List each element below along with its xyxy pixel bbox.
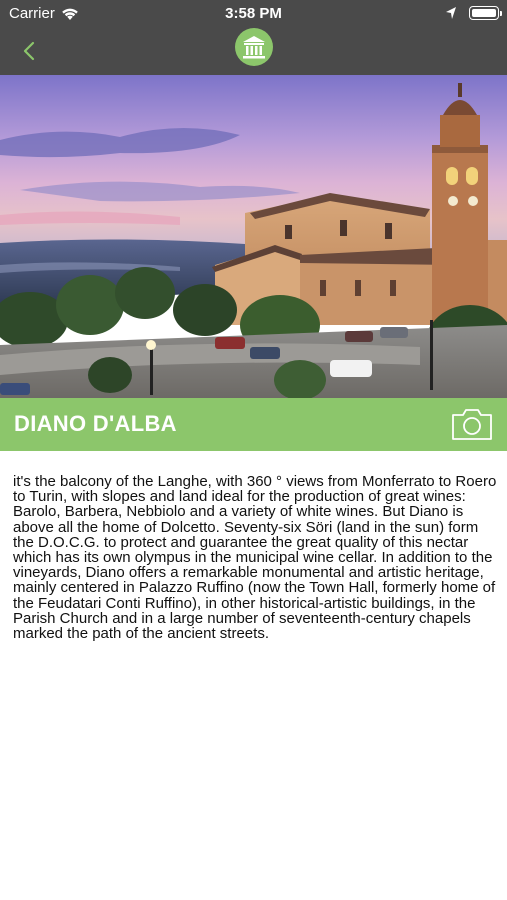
museum-logo <box>235 28 273 66</box>
place-description: it's the balcony of the Langhe, with 360 ° views from Monferrato to Roero to Turin, with slopes and land ideal for the production of great wines: Barolo, Barbera, Nebbiolo and a variety of white wines. But Diano is above all the home of Dolcetto. Seventy-six Söri (land in the sun) form the D.O.C.G. to protect and guarantee the great quality of this nectar which has its own olympus in the municipal wine cellar. In addition to the vineyards, Diano offers a remarkable monumental and artistic heritage, mainly centered in Palazzo Ruffino (now the Town Hall, formerly home of the Feudatari Conti Ruffino), in other historical-artistic buildings, in the Parish Church and in a large number of seventeenth-century chapels marked the path of the ancient streets. <box>13 473 497 643</box>
camera-button[interactable] <box>450 406 494 442</box>
status-right-group <box>445 6 499 20</box>
church-photo <box>0 75 507 398</box>
title-bar <box>0 398 507 451</box>
battery-icon <box>469 6 499 20</box>
hero-photo <box>0 75 507 398</box>
nav-bar <box>0 28 507 75</box>
location-arrow-icon <box>445 6 457 20</box>
status-bar <box>0 0 507 28</box>
museum-icon <box>241 34 267 60</box>
status-time: 3:58 PM <box>225 5 282 22</box>
chevron-left-icon <box>22 41 36 61</box>
carrier-label: Carrier <box>9 5 55 22</box>
camera-icon <box>450 406 494 442</box>
back-button[interactable] <box>14 36 44 66</box>
page-title: DIANO D'ALBA <box>14 411 177 436</box>
